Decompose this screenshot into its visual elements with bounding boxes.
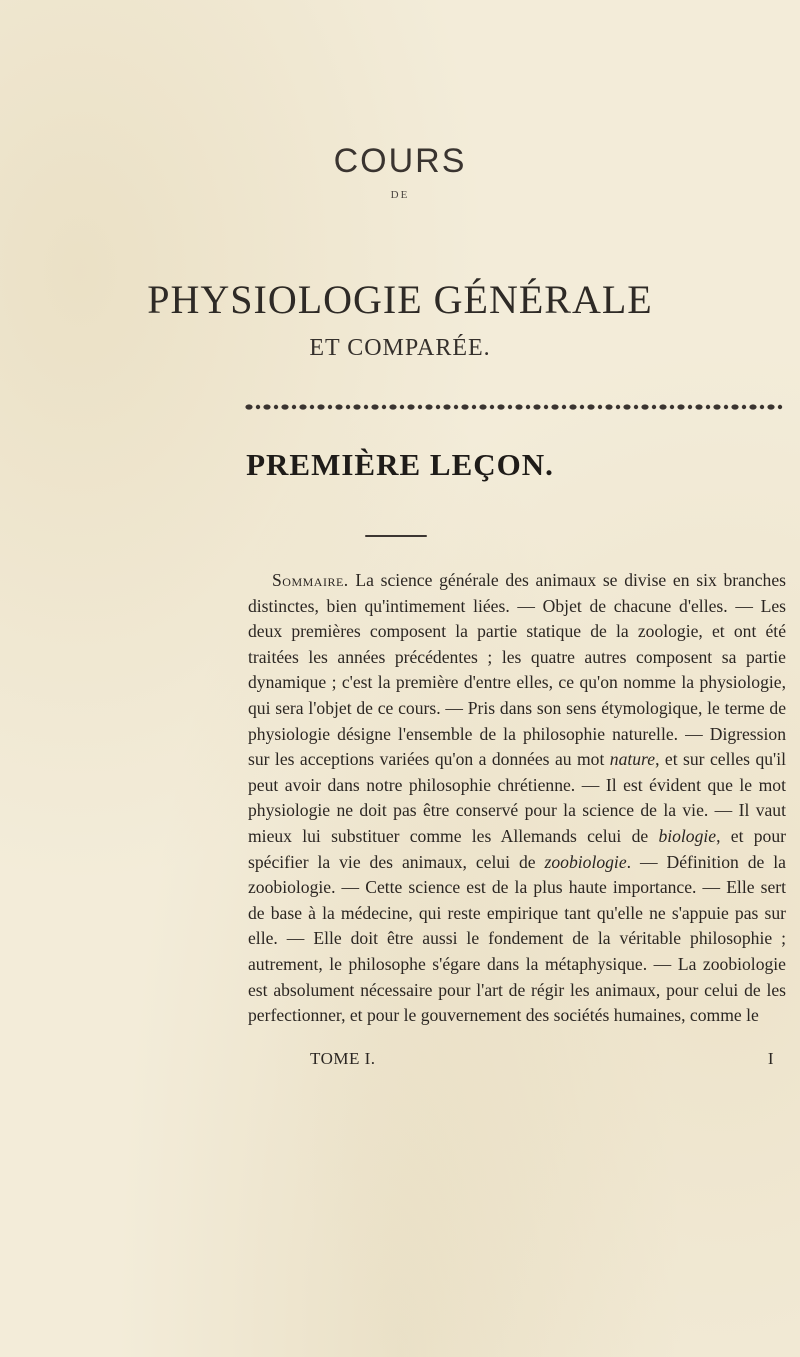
summary-text-part-1: La science générale des animaux se divise en six branches distinctes, bien qu'intimement liées. — Objet de chacune d'elles. — Les deux premières composent la partie statique de la zoologie, et ont été traitées les années précédentes ; les quatre autres composent sa partie dynamique ; c'est la première d'entre elles, ce qu'on nomme la physiologie, qui sera l'objet de ce cours. — Pris dans son sens étymologique, le terme de physiologie désigne l'ensemble de la philosophie naturelle. — Digression sur les acceptions variées qu'on a données au mot (248, 570, 786, 770)
summary-text (248, 568, 786, 1029)
separator-rule (365, 535, 427, 537)
summary-italic-nature: nature (609, 749, 656, 770)
summary-italic-biologie: biologie (658, 825, 717, 846)
summary-label: Sommaire. (272, 570, 349, 590)
summary-text-part-2: , et sur celles qu'il peut avoir dans notre philosophie chrétienne. — Il est évident que le mot physiologie ne doit pas être conservé pour la science de la vie. — Il vaut mieux lui substituer comme les Allemands celui de (248, 749, 786, 846)
title-connector: DE (390, 189, 410, 201)
ornament-divider (245, 401, 785, 413)
page-footer (310, 1049, 774, 1069)
summary-text-part-3: , et pour spécifier la vie des animaux, celui de (248, 825, 786, 872)
subtitle-second-line: ET COMPARÉE. (309, 335, 491, 361)
summary-text-part-4: . — Définition de la zoobiologie. — Cette science est de la plus haute importance. — Elle sert de base à la médecine, qui reste empirique tant qu'elle ne s'appuie pas sur elle. — Elle doit être aussi le fondement de la véritable philosophie ; autrement, le philosophe s'égare dans la métaphysique. — La zoobiologie est absolument nécessaire pour l'art de régir les animaux, pour celui de les perfectionner, et pour le gouvernement des sociétés humaines, comme le (248, 851, 786, 1026)
summary-italic-zoobiologie: zoobiologie (544, 851, 627, 872)
lesson-title: PREMIÈRE LEÇON. (246, 447, 554, 482)
main-title: COURS (333, 142, 467, 180)
signature-mark: I (767, 1049, 774, 1068)
tome-label: TOME I. (310, 1049, 376, 1068)
subtitle: PHYSIOLOGIE GÉNÉRALE (147, 277, 653, 322)
